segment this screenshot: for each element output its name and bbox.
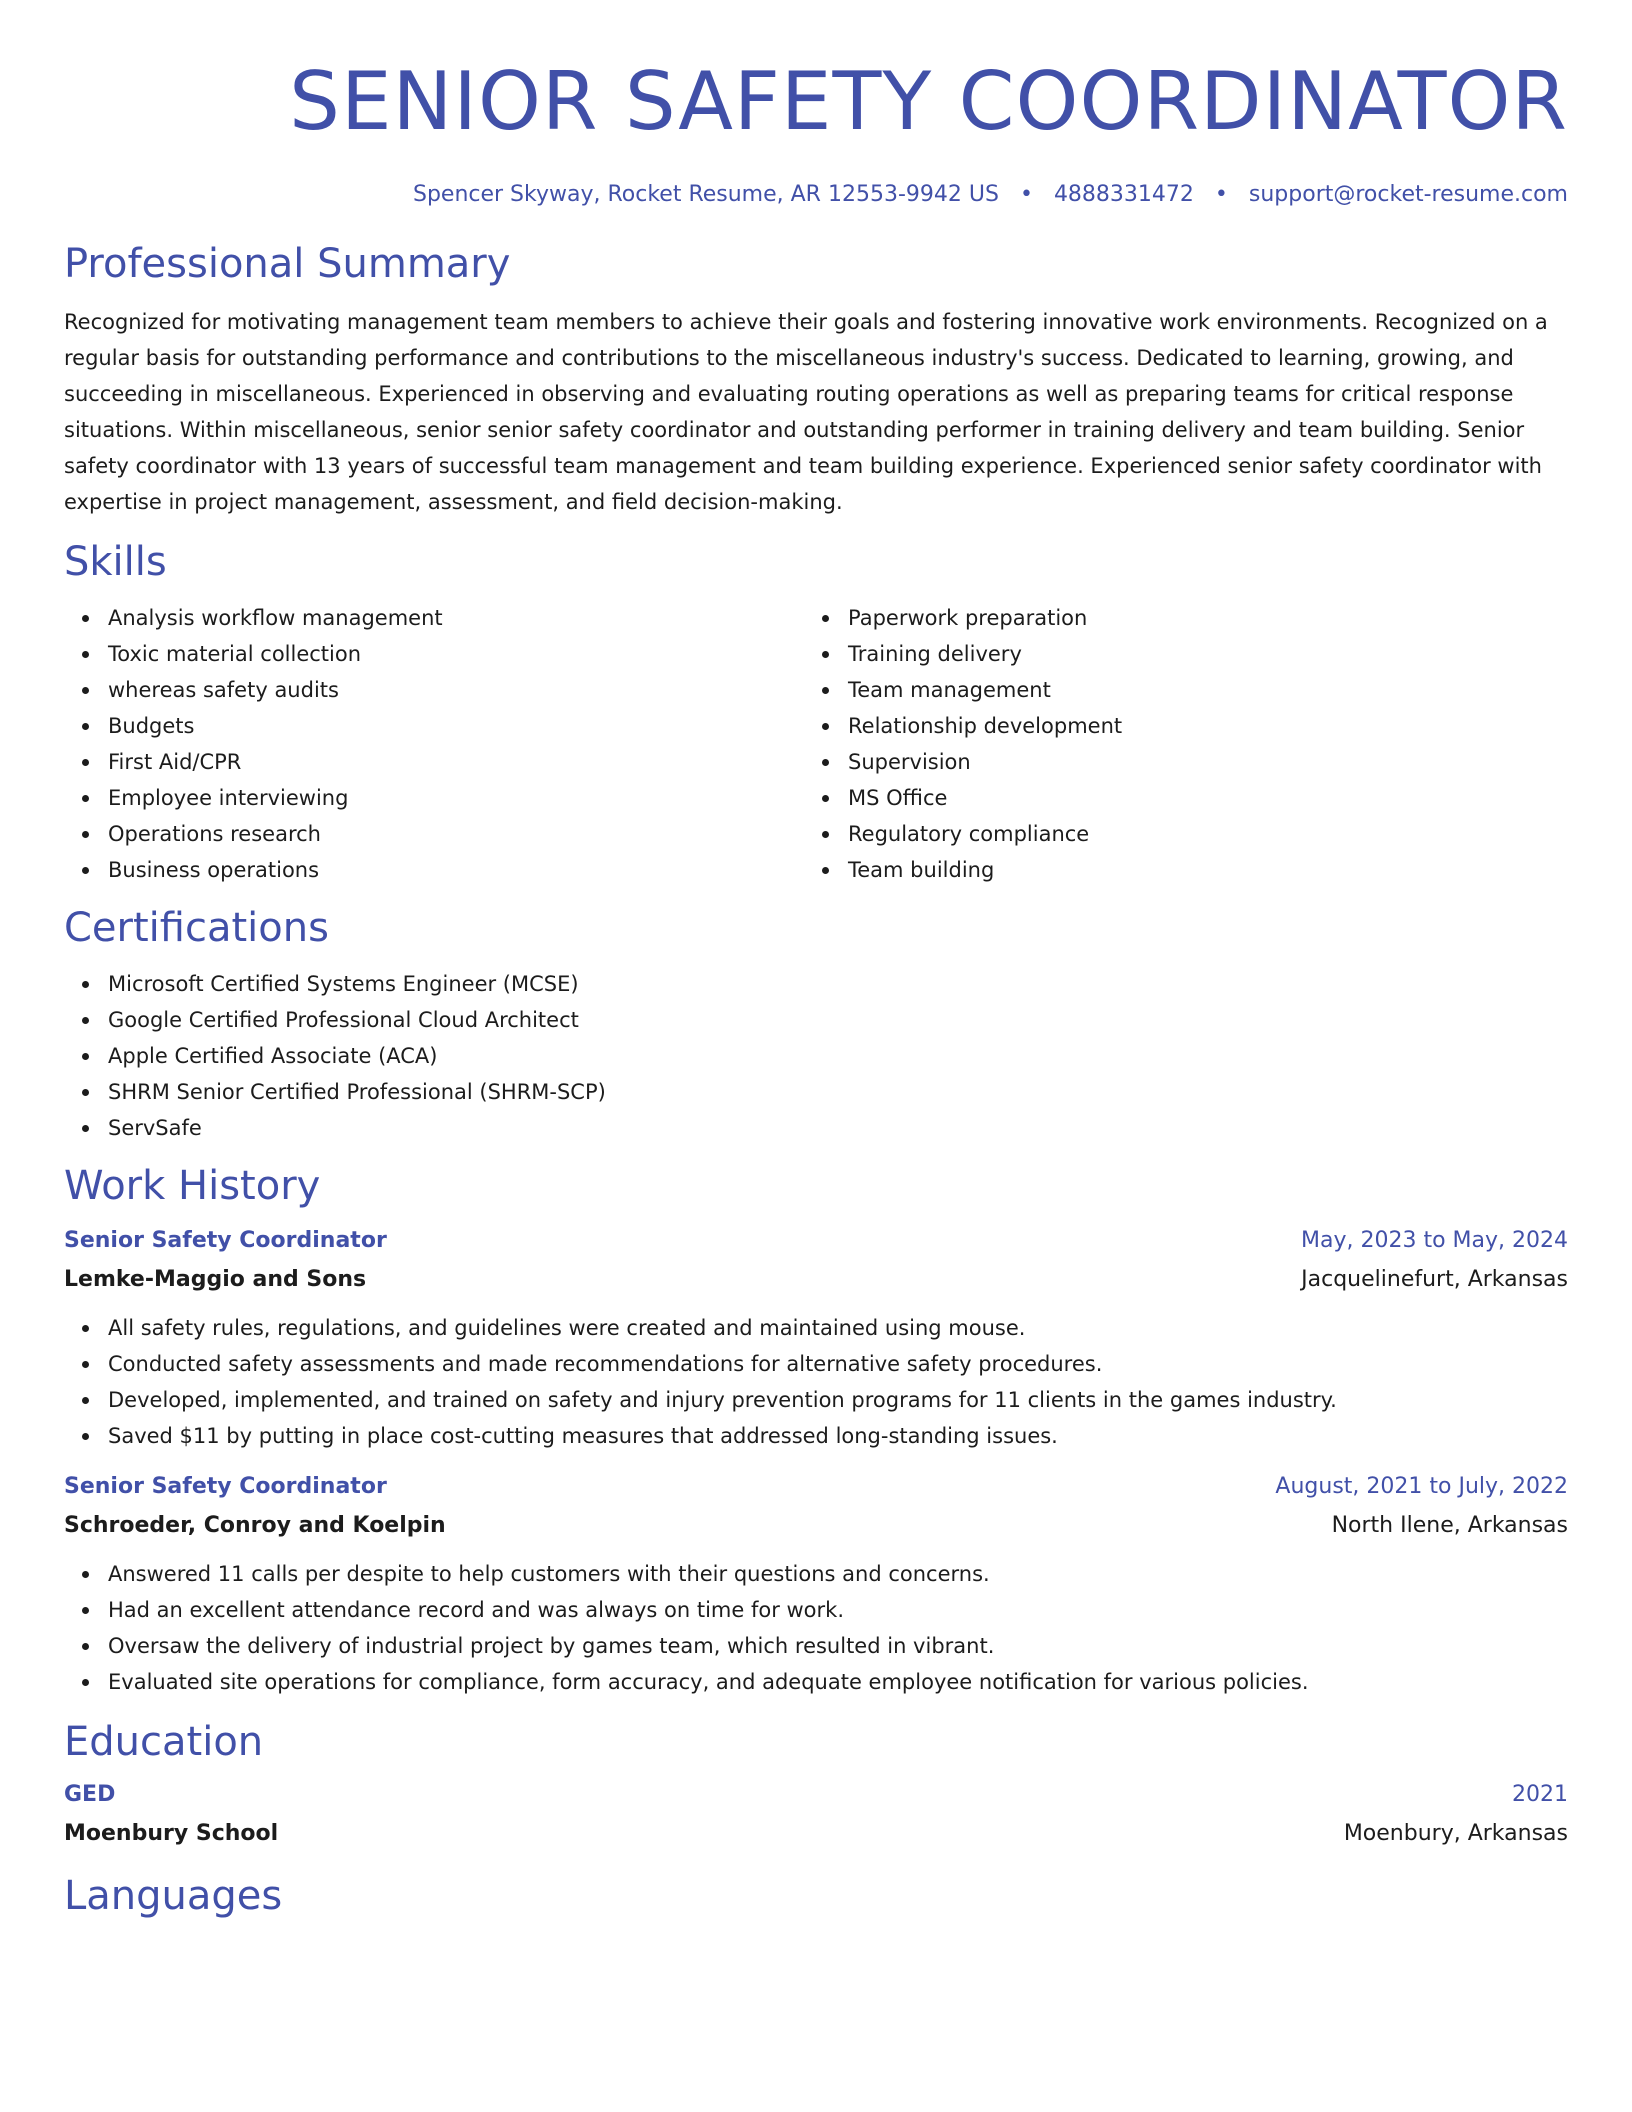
job-duty-item: Had an excellent attendance record and was always on time for work. <box>108 1592 1568 1628</box>
contact-line <box>64 180 1568 210</box>
work-history-heading: Work History <box>64 1163 321 1209</box>
job-location: Jacquelinefurt, Arkansas <box>1301 1267 1568 1292</box>
certifications-list <box>64 966 1568 1146</box>
education-degree: GED <box>64 1782 116 1807</box>
job-duties-list <box>64 1310 1568 1454</box>
certification-item: ServSafe <box>108 1110 1568 1146</box>
education-heading: Education <box>64 1719 264 1765</box>
summary-heading: Professional Summary <box>64 241 511 287</box>
contact-address: Spencer Skyway, Rocket Resume, AR 12553-9942 US <box>412 182 999 207</box>
summary-text: Recognized for motivating management team members to achieve their goals and fostering innovative work environments. Recognized on a regular basis for outstanding performance and contributions to the miscellaneous industry's success. Dedicated to learning, growing, and succeeding in miscellaneous. Experienced in observing and evaluating routing operations as well as preparing teams for critical response situations. Within miscellaneous, senior senior safety coordinator and outstanding performer in training delivery and team building. Senior safety coordinator with 13 years of successful team management and team building experience. Experienced senior safety coordinator with expertise in project management, assessment, and field decision-making. <box>64 310 1548 514</box>
job-header-row <box>64 1468 1568 1506</box>
skill-item: whereas safety audits <box>108 672 804 708</box>
certification-item: Microsoft Certified Systems Engineer (MCSE) <box>108 966 1568 1002</box>
contact-phone: 4888331472 <box>1053 182 1194 207</box>
skills-section <box>64 534 1568 888</box>
skill-item: Relationship development <box>848 708 1544 744</box>
education-location: Moenbury, Arkansas <box>1343 1821 1568 1846</box>
skill-item: Supervision <box>848 744 1544 780</box>
job-duties-list <box>64 1556 1568 1700</box>
skills-heading: Skills <box>64 539 167 585</box>
skill-item: Business operations <box>108 852 804 888</box>
skills-column-right <box>804 600 1544 888</box>
skills-list-right <box>804 600 1544 888</box>
skill-item: Training delivery <box>848 636 1544 672</box>
skill-item: Analysis workflow management <box>108 600 804 636</box>
certifications-heading: Certifications <box>64 905 329 951</box>
skill-item: MS Office <box>848 780 1544 816</box>
education-section <box>64 1714 1568 1854</box>
job-duty-item: Oversaw the delivery of industrial project by games team, which resulted in vibrant. <box>108 1628 1568 1664</box>
job-title: Senior Safety Coordinator <box>64 1474 387 1499</box>
job-duty-item: Answered 11 calls per despite to help customers with their questions and concerns. <box>108 1556 1568 1592</box>
job-location: North Ilene, Arkansas <box>1331 1513 1568 1538</box>
job-entry <box>64 1468 1568 1700</box>
summary-section <box>64 236 1568 520</box>
resume-name: SENIOR SAFETY COORDINATOR <box>289 55 1568 148</box>
skill-item: Budgets <box>108 708 804 744</box>
contact-email: support@rocket-resume.com <box>1248 182 1568 207</box>
job-header-row <box>64 1222 1568 1260</box>
education-school-row <box>64 1814 1568 1854</box>
job-company-row <box>64 1506 1568 1546</box>
education-year: 2021 <box>1512 1782 1568 1807</box>
job-duty-item: Evaluated site operations for compliance, form accuracy, and adequate employee notification for various policies. <box>108 1664 1568 1700</box>
skill-item: Regulatory compliance <box>848 816 1544 852</box>
job-title: Senior Safety Coordinator <box>64 1228 387 1253</box>
skill-item: Team management <box>848 672 1544 708</box>
certification-item: Apple Certified Associate (ACA) <box>108 1038 1568 1074</box>
skills-columns <box>64 600 1568 888</box>
job-company: Lemke-Maggio and Sons <box>64 1267 367 1292</box>
languages-section <box>64 1868 1568 1924</box>
work-history-section <box>64 1158 1568 1700</box>
job-company-row <box>64 1260 1568 1300</box>
certifications-section <box>64 900 1568 1146</box>
contact-separator: • <box>1019 182 1033 207</box>
skill-item: Team building <box>848 852 1544 888</box>
certification-item: Google Certified Professional Cloud Architect <box>108 1002 1568 1038</box>
job-dates: May, 2023 to May, 2024 <box>1301 1228 1568 1253</box>
skill-item: Operations research <box>108 816 804 852</box>
skills-column-left <box>64 600 804 888</box>
resume-header <box>64 0 1568 210</box>
education-school: Moenbury School <box>64 1821 279 1846</box>
job-duty-item: Saved $11 by putting in place cost-cutting measures that addressed long-standing issues. <box>108 1418 1568 1454</box>
job-entry <box>64 1222 1568 1454</box>
job-dates: August, 2021 to July, 2022 <box>1275 1474 1568 1499</box>
skill-item: Paperwork preparation <box>848 600 1544 636</box>
skill-item: Toxic material collection <box>108 636 804 672</box>
skill-item: Employee interviewing <box>108 780 804 816</box>
job-duty-item: Conducted safety assessments and made recommendations for alternative safety procedures. <box>108 1346 1568 1382</box>
languages-heading: Languages <box>64 1873 283 1919</box>
education-header-row <box>64 1776 1568 1814</box>
contact-separator: • <box>1214 182 1228 207</box>
job-duty-item: Developed, implemented, and trained on safety and injury prevention programs for 11 clients in the games industry. <box>108 1382 1568 1418</box>
skill-item: First Aid/CPR <box>108 744 804 780</box>
job-company: Schroeder, Conroy and Koelpin <box>64 1513 446 1538</box>
job-duty-item: All safety rules, regulations, and guidelines were created and maintained using mouse. <box>108 1310 1568 1346</box>
skills-list-left <box>64 600 804 888</box>
certification-item: SHRM Senior Certified Professional (SHRM-SCP) <box>108 1074 1568 1110</box>
